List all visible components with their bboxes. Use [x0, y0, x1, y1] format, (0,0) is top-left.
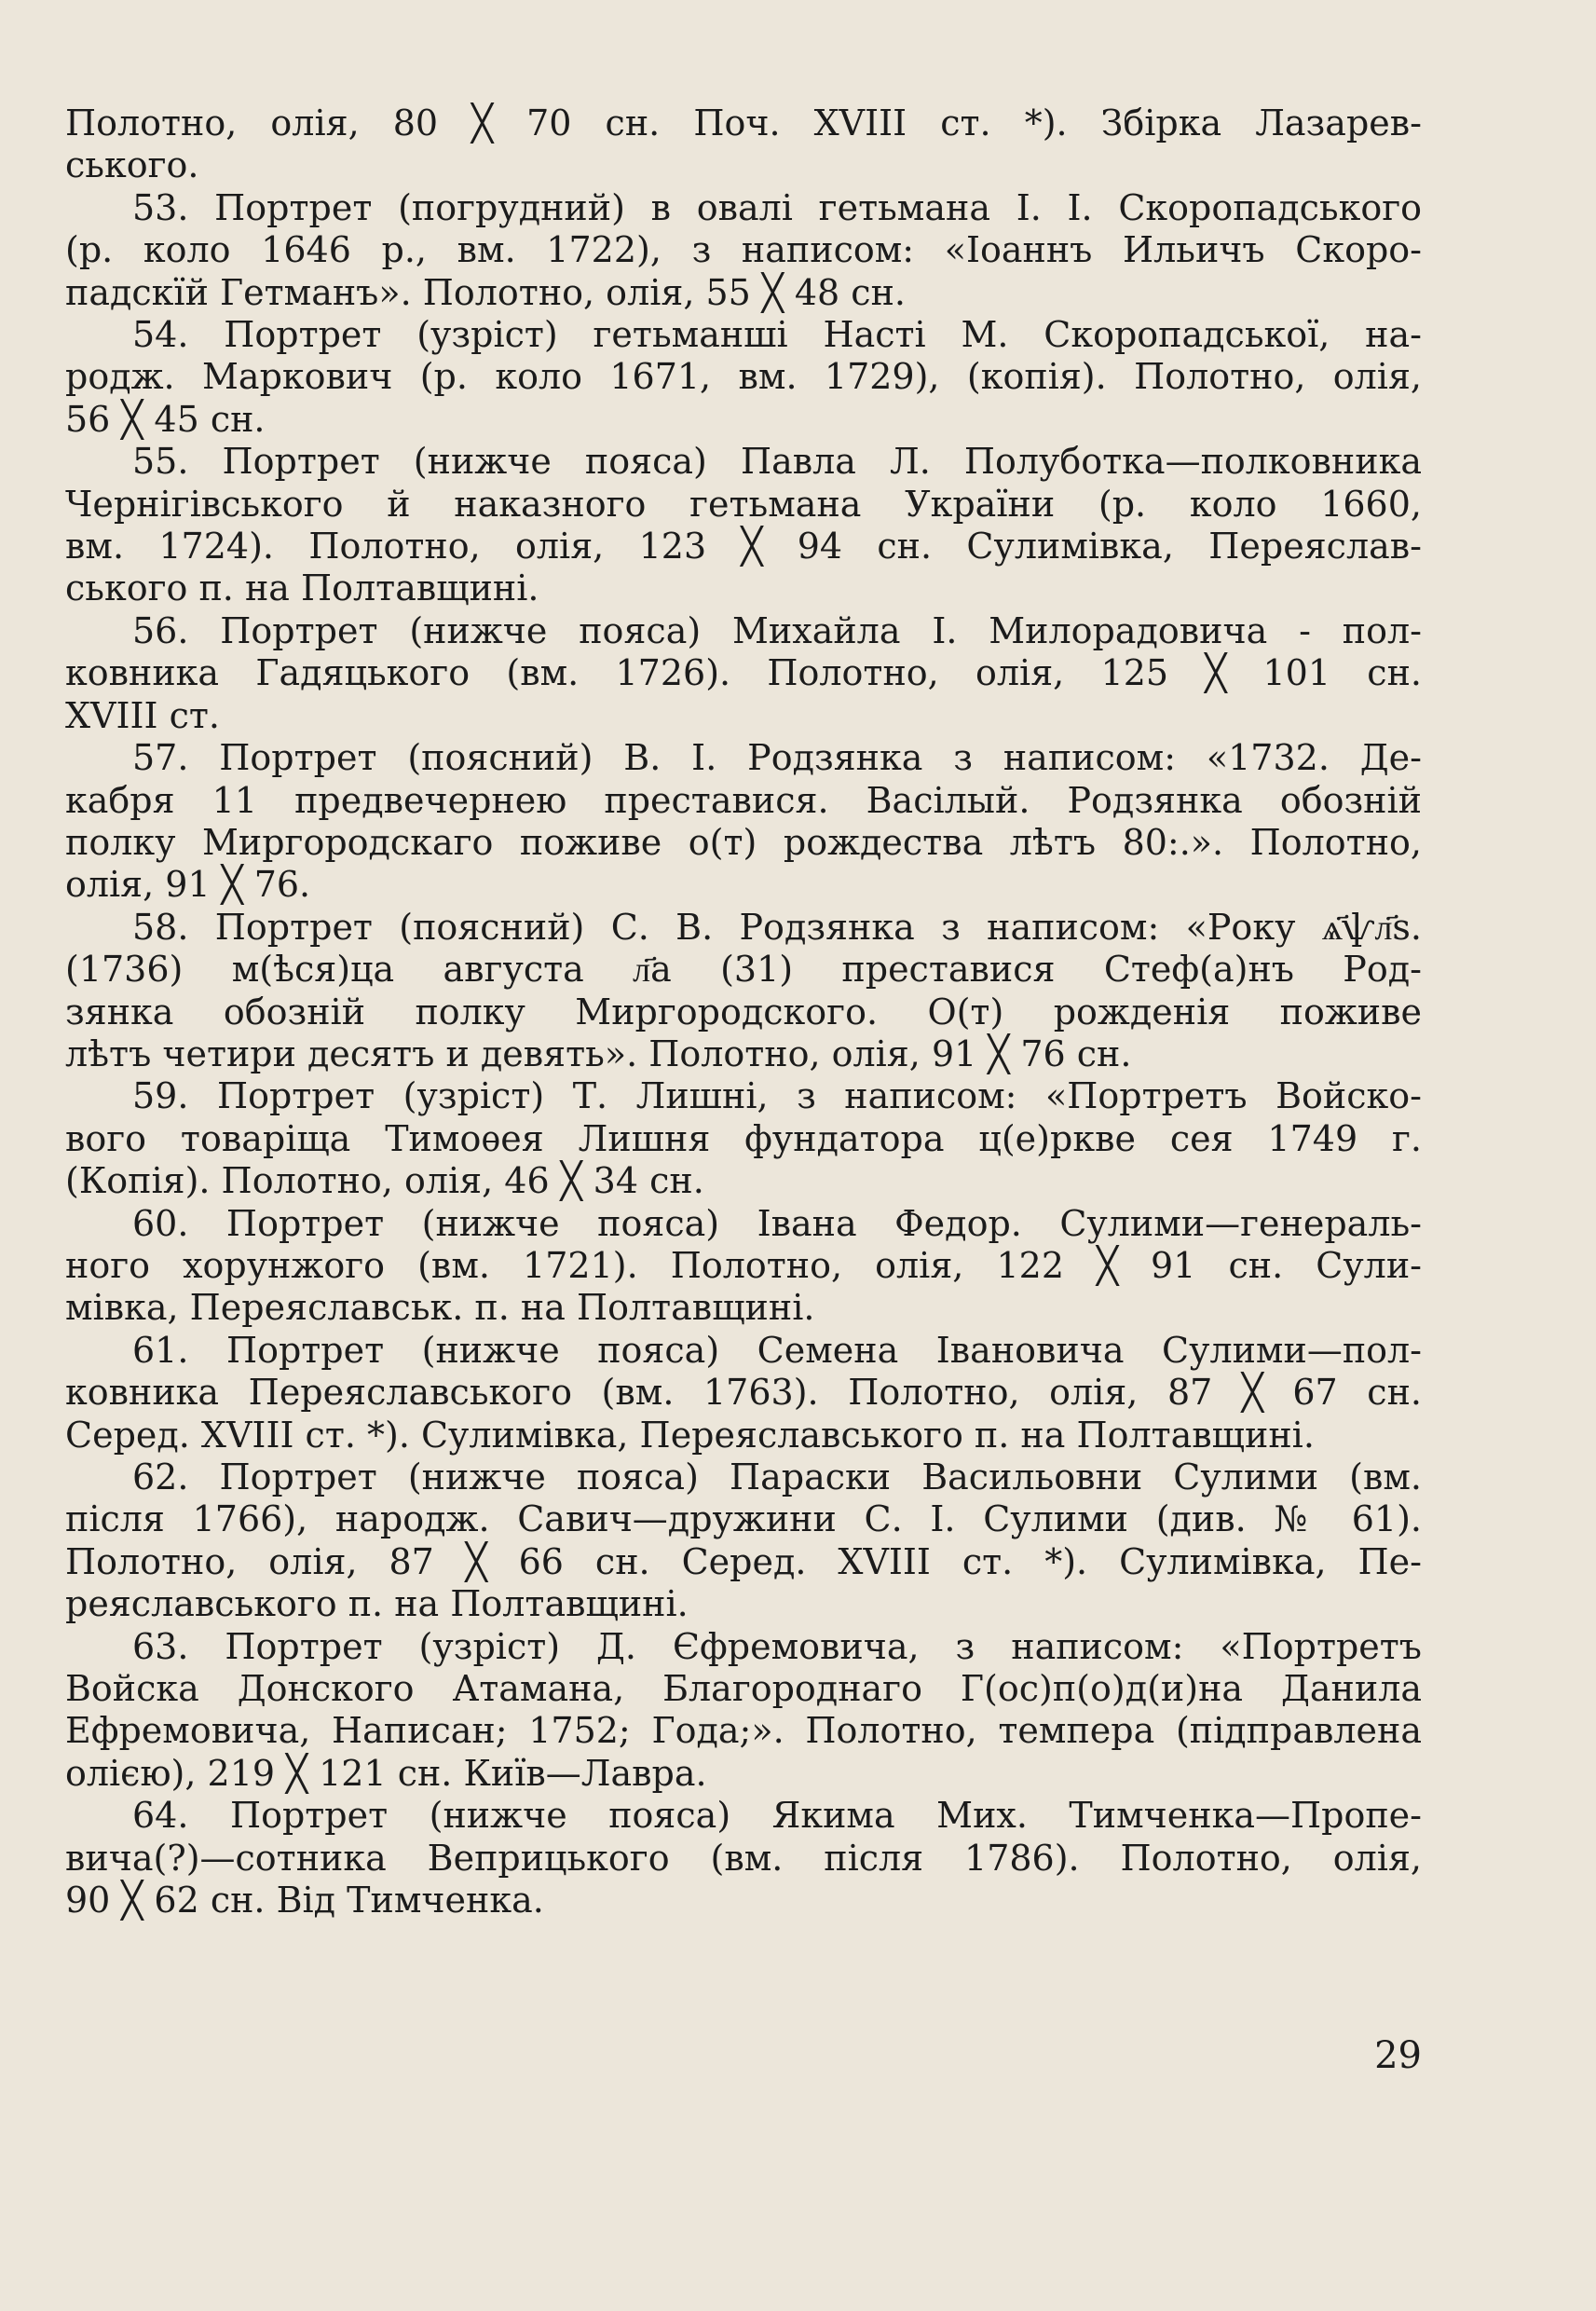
text-line: Полотно, олія, 87 ╳ 66 сн. Серед. XVIII ст. *). Сулимівка, Пе-	[65, 1540, 1422, 1582]
text-line: ського п. на Полтавщині.	[65, 567, 539, 609]
text-line: (Копія). Полотно, олія, 46 ╳ 34 сн.	[65, 1160, 704, 1202]
text-line: після 1766), народж. Савич—дружини С. І. Сулими (див. № 61).	[65, 1498, 1422, 1540]
text-line: ного хорунжого (вм. 1721). Полотно, олія, 122 ╳ 91 сн. Сули-	[65, 1244, 1422, 1286]
text-line: зянка обозній полку Миргородского. О(т) рожденія поживе	[65, 991, 1422, 1032]
text-line: полку Миргородскаго поживе о(т) рождества лѣтъ 80:.». Полотно,	[65, 821, 1422, 863]
text-line: ковника Переяславського (вм. 1763). Полотно, олія, 87 ╳ 67 сн.	[65, 1372, 1422, 1414]
text-line: лѣтъ четири десятъ и девять». Полотно, олія, 91 ╳ 76 сн.	[65, 1032, 1132, 1074]
text-line: 62. Портрет (нижче пояса) Параски Васильовни Сулими (вм.	[132, 1456, 1422, 1497]
text-line: реяславського п. на Полтавщині.	[65, 1583, 689, 1625]
text-line: 58. Портрет (поясний) С. В. Родзянка з написом: «Року ѧ҃ѱл҃ѕ.	[132, 906, 1422, 948]
text-line: 64. Портрет (нижче пояса) Якима Мих. Тимченка—Пропе-	[132, 1795, 1422, 1837]
text-line: вича(?)—сотника Веприцького (вм. після 1786). Полотно, олія,	[65, 1837, 1422, 1879]
text-line: Чернігівського й наказного гетьмана України (р. коло 1660,	[65, 483, 1422, 525]
text-line: олія, 91 ╳ 76.	[65, 864, 311, 906]
text-line: ковника Гадяцького (вм. 1726). Полотно, олія, 125 ╳ 101 сн.	[65, 652, 1422, 694]
text-line: ського.	[65, 144, 199, 186]
text-line: 54. Портрет (узріст) гетьманші Насті М. Скоропадської, на-	[132, 314, 1422, 356]
text-line: 55. Портрет (нижче пояса) Павла Л. Полуботка—полковника	[132, 441, 1422, 483]
text-line: Серед. XVIII ст. *). Сулимівка, Переяславського п. на Полтавщині.	[65, 1414, 1315, 1456]
text-line: мівка, Переяславськ. п. на Полтавщині.	[65, 1287, 815, 1329]
page-number: 29	[1374, 2034, 1422, 2077]
text-line: вм. 1724). Полотно, олія, 123 ╳ 94 сн. Сулимівка, Переяслав-	[65, 526, 1422, 567]
text-line: Ефремовича, Написан; 1752; Года;». Полотно, темпера (підправлена	[65, 1710, 1422, 1752]
text-line: 53. Портрет (погрудний) в овалі гетьмана І. І. Скоропадського	[132, 186, 1422, 228]
text-line: олією), 219 ╳ 121 сн. Київ—Лавра.	[65, 1752, 707, 1794]
text-line: 56 ╳ 45 сн.	[65, 398, 266, 440]
text-line: (1736) м(ѣся)ца августа л҃а (31) преставися Стеф(а)нъ Род-	[65, 949, 1422, 991]
text-line: 57. Портрет (поясний) В. І. Родзянка з написом: «1732. Де-	[132, 737, 1422, 779]
text-line: Полотно, олія, 80 ╳ 70 сн. Поч. XVIII ст. *). Збірка Лазарев-	[65, 103, 1422, 144]
text-line: вого товаріща Тимоѳея Лишня фундатора ц(е)ркве сея 1749 г.	[65, 1117, 1422, 1159]
text-line: 90 ╳ 62 сн. Від Тимченка.	[65, 1880, 544, 1921]
text-line: (р. коло 1646 р., вм. 1722), з написом: «Іоаннъ Ильичъ Скоро-	[65, 229, 1422, 271]
text-line: 61. Портрет (нижче пояса) Семена Івановича Сулими—пол-	[132, 1329, 1422, 1371]
text-line: 56. Портрет (нижче пояса) Михайла І. Милорадовича - пол-	[132, 609, 1422, 651]
text-line: 63. Портрет (узріст) Д. Єфремовича, з написом: «Портретъ	[132, 1625, 1422, 1667]
text-line: падскїй Гетманъ». Полотно, олія, 55 ╳ 48 сн.	[65, 271, 906, 313]
text-line: кабря 11 предвечернею преставися. Васілый. Родзянка обозній	[65, 779, 1422, 821]
text-line: 59. Портрет (узріст) Т. Лишні, з написом: «Портретъ Войско-	[132, 1075, 1422, 1117]
body-text	[65, 103, 1422, 1921]
text-line: Войска Донского Атамана, Благороднаго Г(ос)п(о)д(и)на Данила	[65, 1668, 1422, 1710]
text-line: родж. Маркович (р. коло 1671, вм. 1729), (копія). Полотно, олія,	[65, 356, 1422, 398]
text-line: XVIII ст.	[65, 694, 220, 736]
text-line: 60. Портрет (нижче пояса) Івана Федор. Сулими—генераль-	[132, 1202, 1422, 1244]
